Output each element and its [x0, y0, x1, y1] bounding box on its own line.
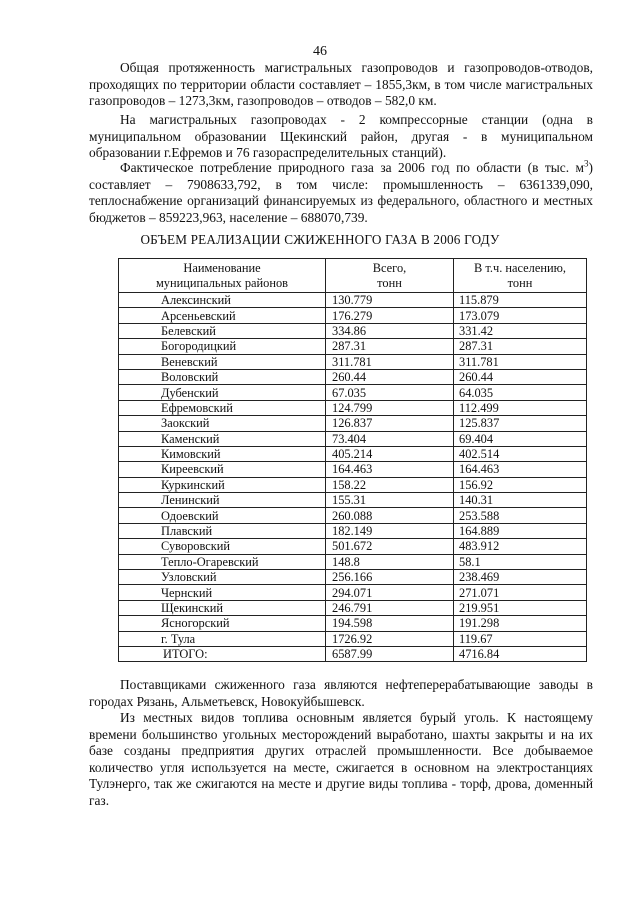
total-tonnes: 256.166: [326, 570, 454, 585]
total-tonnes: 130.779: [326, 293, 454, 308]
population-tonnes: 64.035: [454, 385, 587, 400]
district-name: Суворовский: [119, 539, 326, 554]
total-tonnes: 294.071: [326, 585, 454, 600]
district-name: Узловский: [119, 570, 326, 585]
table-row: [119, 539, 587, 554]
table-row: [119, 416, 587, 431]
district-name: Ефремовский: [119, 400, 326, 415]
total-tonnes: 148.8: [326, 554, 454, 569]
population-tonnes: 112.499: [454, 400, 587, 415]
total-tonnes: 311.781: [326, 354, 454, 369]
population-tonnes: 69.404: [454, 431, 587, 446]
table-total-row: [119, 646, 587, 661]
population-tonnes: 191.298: [454, 616, 587, 631]
total-tonnes: 67.035: [326, 385, 454, 400]
superscript-unit: 3: [584, 158, 589, 169]
population-tonnes: 119.67: [454, 631, 587, 646]
population-tonnes: 156.92: [454, 477, 587, 492]
total-tonnes: 164.463: [326, 462, 454, 477]
population-tonnes: 402.514: [454, 446, 587, 461]
total-tonnes: 246.791: [326, 600, 454, 615]
header-total: Всего, тонн: [326, 259, 454, 293]
total-tonnes-sum: 6587.99: [326, 646, 454, 661]
total-tonnes: 194.598: [326, 616, 454, 631]
paragraph-text: ) составляет – 7908633,792, в том числе: промышленность – 6361339,090, теплоснабжение организаций финансируемых из федерального, областного и местных бюджетов – 859223,963, население – 688070,739.: [89, 160, 593, 225]
paragraph-text: Фактическое потребление природного газа за 2006 год по области (в тыс. м: [120, 160, 585, 175]
paragraph-gas-consumption: [89, 160, 593, 226]
total-tonnes: 1726.92: [326, 631, 454, 646]
district-name: Каменский: [119, 431, 326, 446]
table-row: [119, 477, 587, 492]
paragraph-local-fuel: [89, 710, 593, 809]
district-name: Заокский: [119, 416, 326, 431]
liquefied-gas-table: [118, 258, 587, 662]
table-title: ОБЪЕМ РЕАЛИЗАЦИИ СЖИЖЕННОГО ГАЗА В 2006 ГОДУ: [140, 232, 500, 247]
table-row: [119, 308, 587, 323]
table-row: [119, 554, 587, 569]
table-row: [119, 323, 587, 338]
total-tonnes: 182.149: [326, 523, 454, 538]
table-header-row: [119, 259, 587, 293]
total-tonnes: 73.404: [326, 431, 454, 446]
district-name: Плавский: [119, 523, 326, 538]
district-name: Белевский: [119, 323, 326, 338]
total-tonnes: 287.31: [326, 339, 454, 354]
total-tonnes: 501.672: [326, 539, 454, 554]
population-tonnes: 483.912: [454, 539, 587, 554]
district-name: Дубенский: [119, 385, 326, 400]
population-tonnes: 260.44: [454, 369, 587, 384]
district-name: Алексинский: [119, 293, 326, 308]
paragraph-text: На магистральных газопроводах - 2 компрессорные станции (одна в муниципальном образовании Щекинский район, другая - в муниципальном образовании г.Ефремов и 76 газораспределительных станций).: [89, 112, 593, 160]
header-district: Наименование муниципальных районов: [119, 259, 326, 293]
population-tonnes: 164.463: [454, 462, 587, 477]
table-row: [119, 523, 587, 538]
district-name: Ясногорский: [119, 616, 326, 631]
paragraph-text: Из местных видов топлива основным является бурый уголь. К настоящему времени большинство угольных месторождений выработано, шахты закрыты и на их базе созданы предприятия других отраслей промышленности. Все добываемое количество угля используется на месте, сжигается в основном на электростанциях Тулэнерго, так же сжигаются на месте и другие виды топлива - торф, дрова, доменный газ.: [89, 710, 593, 808]
population-tonnes: 219.951: [454, 600, 587, 615]
paragraph-suppliers: [89, 677, 593, 710]
district-name: Куркинский: [119, 477, 326, 492]
table-row: [119, 293, 587, 308]
table-row: [119, 585, 587, 600]
district-name: Киреевский: [119, 462, 326, 477]
population-tonnes: 311.781: [454, 354, 587, 369]
district-name: Щекинский: [119, 600, 326, 615]
district-name: Одоевский: [119, 508, 326, 523]
total-tonnes: 176.279: [326, 308, 454, 323]
table-row: [119, 400, 587, 415]
paragraph-pipeline-length: [89, 60, 593, 110]
table-row: [119, 354, 587, 369]
table-row: [119, 369, 587, 384]
table-row: [119, 493, 587, 508]
population-tonnes: 253.588: [454, 508, 587, 523]
total-tonnes: 334.86: [326, 323, 454, 338]
paragraph-compressor-stations: [89, 112, 593, 162]
district-name: Арсеньевский: [119, 308, 326, 323]
district-name: Богородицкий: [119, 339, 326, 354]
table-row: [119, 508, 587, 523]
district-name: Чернский: [119, 585, 326, 600]
header-population: В т.ч. населению, тонн: [454, 259, 587, 293]
table-row: [119, 631, 587, 646]
table-row: [119, 462, 587, 477]
total-tonnes: 158.22: [326, 477, 454, 492]
population-tonnes: 238.469: [454, 570, 587, 585]
total-label: ИТОГО:: [119, 646, 326, 661]
district-name: Ленинский: [119, 493, 326, 508]
paragraph-text: Поставщиками сжиженного газа являются нефтеперерабатывающие заводы в городах Рязань, Альметьевск, Новокуйбышевск.: [89, 677, 593, 709]
table-row: [119, 600, 587, 615]
population-tonnes: 173.079: [454, 308, 587, 323]
table-row: [119, 570, 587, 585]
total-tonnes: 126.837: [326, 416, 454, 431]
page-number: 46: [313, 44, 327, 59]
district-name: Воловский: [119, 369, 326, 384]
population-tonnes-sum: 4716.84: [454, 646, 587, 661]
table-row: [119, 616, 587, 631]
table-row: [119, 446, 587, 461]
table-row: [119, 339, 587, 354]
paragraph-text: Общая протяженность магистральных газопроводов и газопроводов-отводов, проходящих по территории области составляет – 1855,3км, в том числе магистральных газопроводов – 1273,3км, газопроводов – отводов – 582,0 км.: [89, 60, 593, 108]
total-tonnes: 124.799: [326, 400, 454, 415]
table-row: [119, 431, 587, 446]
table-row: [119, 385, 587, 400]
population-tonnes: 287.31: [454, 339, 587, 354]
population-tonnes: 271.071: [454, 585, 587, 600]
population-tonnes: 115.879: [454, 293, 587, 308]
district-name: Кимовский: [119, 446, 326, 461]
district-name: г. Тула: [119, 631, 326, 646]
population-tonnes: 331.42: [454, 323, 587, 338]
population-tonnes: 58.1: [454, 554, 587, 569]
total-tonnes: 405.214: [326, 446, 454, 461]
population-tonnes: 164.889: [454, 523, 587, 538]
total-tonnes: 155.31: [326, 493, 454, 508]
population-tonnes: 125.837: [454, 416, 587, 431]
population-tonnes: 140.31: [454, 493, 587, 508]
total-tonnes: 260.44: [326, 369, 454, 384]
total-tonnes: 260.088: [326, 508, 454, 523]
district-name: Тепло-Огаревский: [119, 554, 326, 569]
district-name: Веневский: [119, 354, 326, 369]
